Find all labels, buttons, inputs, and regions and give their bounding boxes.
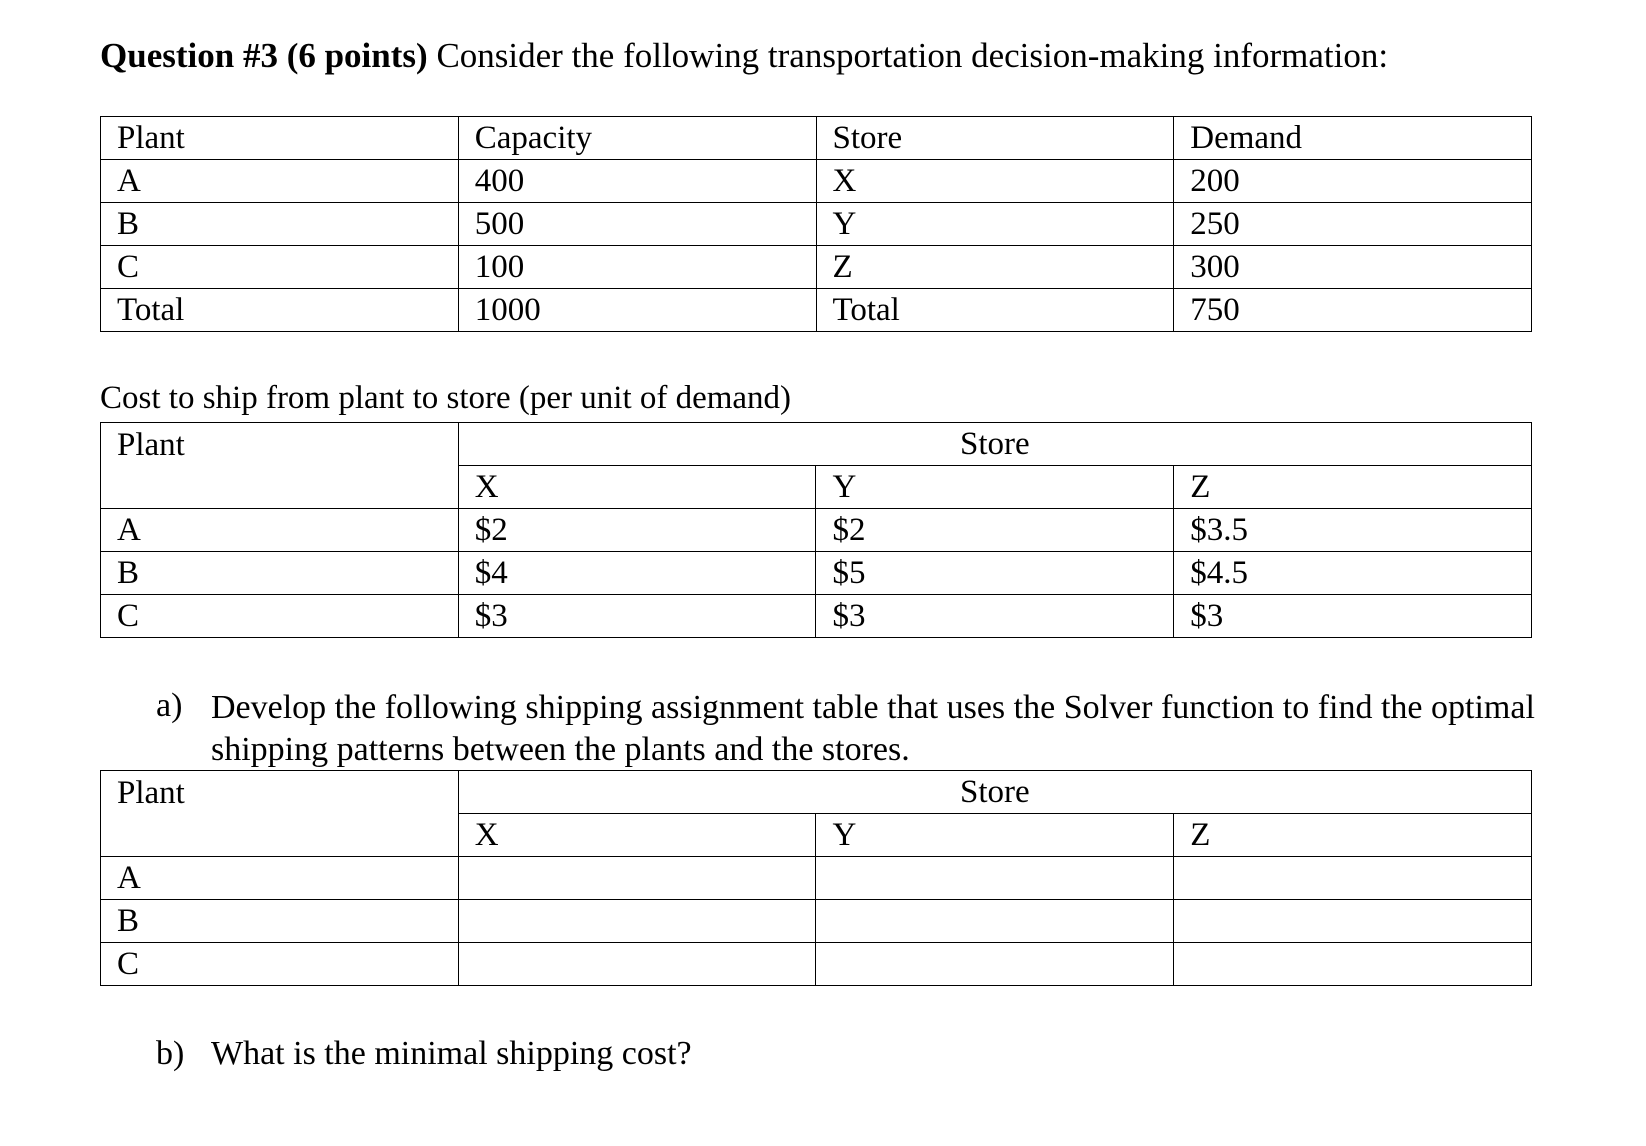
table-header-row [101, 423, 1532, 466]
header-store-x: X [458, 466, 816, 509]
table-cell: Z [816, 246, 1174, 289]
empty-cell [1174, 943, 1532, 986]
table-cell: 200 [1174, 160, 1532, 203]
empty-cell [816, 857, 1174, 900]
table-cell: B [101, 552, 459, 595]
header-store: Store [816, 117, 1174, 160]
header-store-y: Y [816, 466, 1174, 509]
header-store: Store [458, 423, 1531, 466]
table-row [101, 509, 1532, 552]
header-store: Store [458, 771, 1531, 814]
table-cell: B [101, 900, 459, 943]
part-b-label: b) [156, 1035, 185, 1072]
empty-cell [458, 900, 816, 943]
table-cell: $4.5 [1174, 552, 1532, 595]
table-cell: $3 [816, 595, 1174, 638]
table-cell: A [101, 509, 459, 552]
table-cell: $2 [816, 509, 1174, 552]
table-row [101, 900, 1532, 943]
table-cell: 300 [1174, 246, 1532, 289]
table-cell: B [101, 203, 459, 246]
supply-demand-table [100, 116, 1532, 332]
header-store-z: Z [1174, 466, 1532, 509]
table-cell: C [101, 943, 459, 986]
empty-cell [458, 857, 816, 900]
table-cell: Total [816, 289, 1174, 332]
header-store-z: Z [1174, 814, 1532, 857]
header-store-x: X [458, 814, 816, 857]
table-cell: A [101, 857, 459, 900]
table-cell: 400 [458, 160, 816, 203]
table-cell: $5 [816, 552, 1174, 595]
table-cell: $3.5 [1174, 509, 1532, 552]
question-intro: Consider the following transportation decision-making information: [427, 36, 1389, 75]
table-cell: 250 [1174, 203, 1532, 246]
table-cell: 100 [458, 246, 816, 289]
table-cell: 750 [1174, 289, 1532, 332]
empty-cell [458, 943, 816, 986]
table-cell: $4 [458, 552, 816, 595]
table-cell: $3 [1174, 595, 1532, 638]
table-row [101, 246, 1532, 289]
part-a-label: a) [156, 687, 183, 724]
table-cell: $3 [458, 595, 816, 638]
table-cell: A [101, 160, 459, 203]
table-row [101, 552, 1532, 595]
header-plant: Plant [101, 117, 459, 160]
empty-cell [1174, 900, 1532, 943]
table-cell: 1000 [458, 289, 816, 332]
table-cell: X [816, 160, 1174, 203]
table-row [101, 160, 1532, 203]
empty-cell [1174, 857, 1532, 900]
table-row [101, 943, 1532, 986]
table-cell: Total [101, 289, 459, 332]
table-cell: C [101, 595, 459, 638]
table-row [101, 203, 1532, 246]
table-cell: $2 [458, 509, 816, 552]
empty-cell [816, 943, 1174, 986]
part-a-text: Develop the following shipping assignment table that uses the Solver function to find the optimal shipping patterns between the plants and the stores. [211, 689, 1535, 768]
question-number: Question #3 (6 points) [100, 36, 428, 75]
header-capacity: Capacity [458, 117, 816, 160]
header-plant: Plant [101, 423, 459, 509]
table-cell: 500 [458, 203, 816, 246]
table-cell: Y [816, 203, 1174, 246]
table-row [101, 595, 1532, 638]
table-header-row [101, 771, 1532, 814]
table-header-row [101, 117, 1532, 160]
part-b-text: What is the minimal shipping cost? [211, 1035, 692, 1072]
table-row [101, 857, 1532, 900]
cost-table [100, 422, 1532, 638]
header-store-y: Y [816, 814, 1174, 857]
cost-table-caption: Cost to ship from plant to store (per unit of demand) [100, 380, 792, 416]
header-demand: Demand [1174, 117, 1532, 160]
empty-cell [816, 900, 1174, 943]
table-row-total [101, 289, 1532, 332]
question-heading [100, 36, 1388, 76]
header-plant: Plant [101, 771, 459, 857]
assignment-table [100, 770, 1532, 986]
table-cell: C [101, 246, 459, 289]
